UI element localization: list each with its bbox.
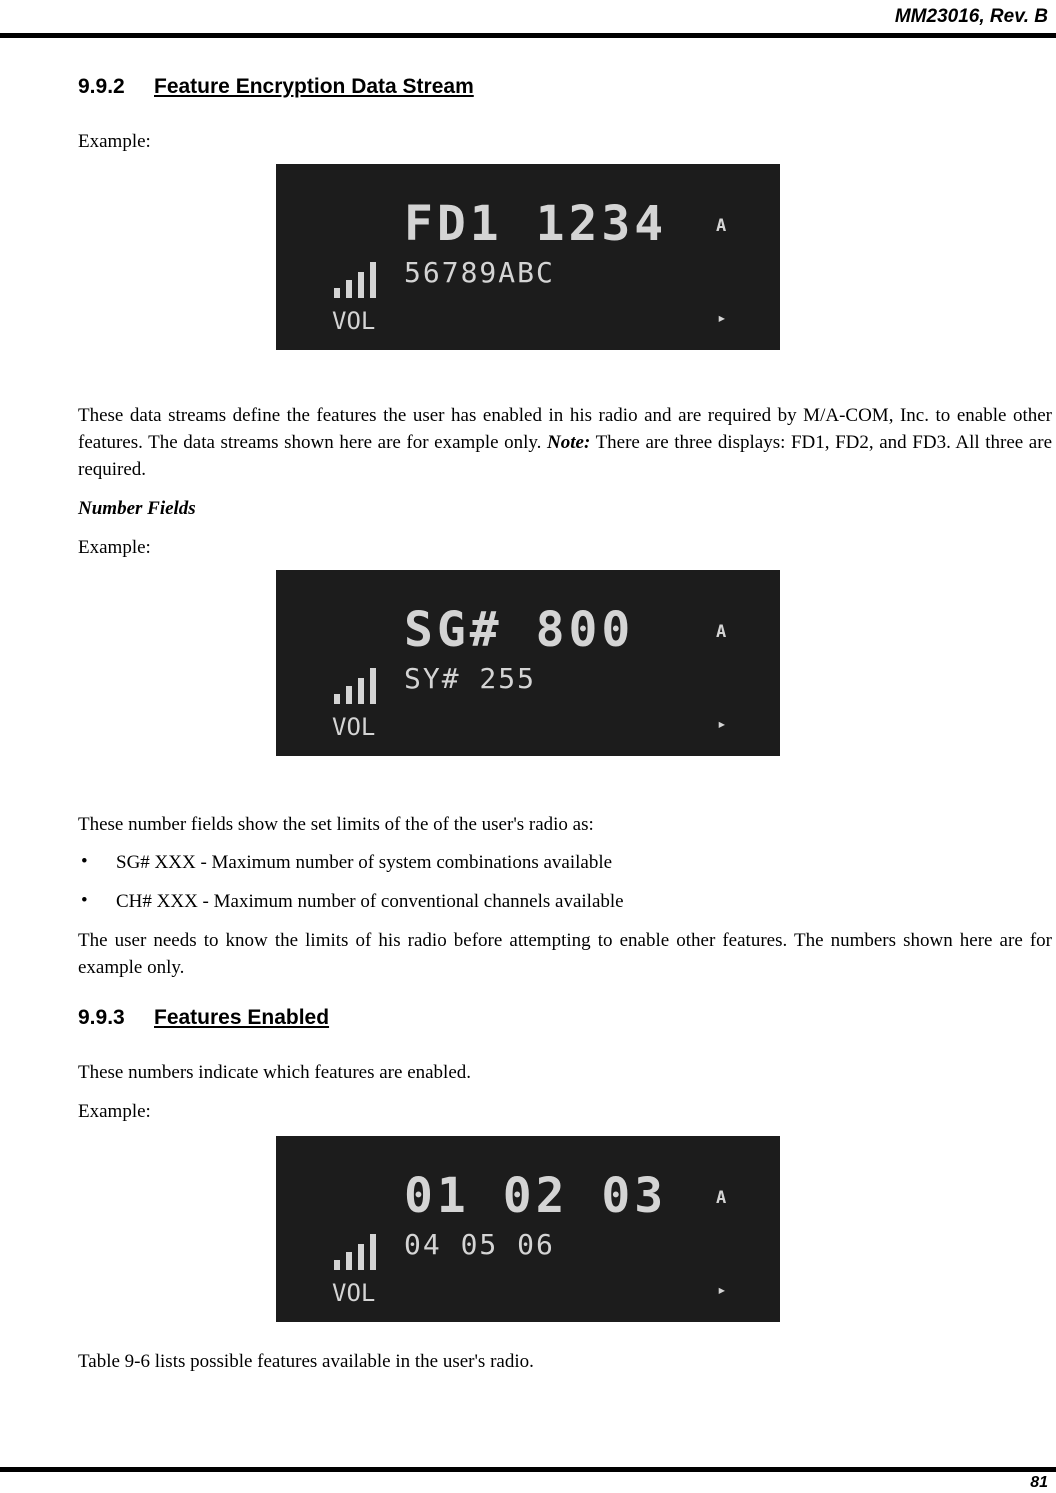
section-number: 9.9.3: [78, 1006, 125, 1029]
subheading-number-fields: Number Fields: [78, 498, 196, 519]
bullet-icon: •: [81, 890, 88, 911]
section-heading-9-9-3: [78, 1006, 329, 1030]
paragraph-table-reference: Table 9-6 lists possible features available in the user's radio.: [78, 1351, 534, 1372]
example-label: Example:: [78, 1101, 151, 1122]
signal-strength-icon: [334, 668, 382, 704]
paragraph-limits: The user needs to know the limits of his radio before attempting to enable other features. The numbers shown here are for example only.: [78, 930, 1052, 978]
section-title: Features Enabled: [154, 1006, 330, 1029]
display-line-1: SG# 800: [404, 602, 635, 658]
signal-strength-icon: [334, 262, 382, 298]
display-line-2: SY# 255: [404, 662, 537, 695]
section-title: Feature Encryption Data Stream: [154, 75, 474, 98]
paragraph-number-fields-intro: These number fields show the set limits of the of the user's radio as:: [78, 814, 594, 835]
running-header: MM23016, Rev. B: [894, 6, 1048, 27]
display-line-2: 04 05 06: [404, 1228, 555, 1261]
bullet-icon: •: [81, 851, 88, 872]
example-label: Example:: [78, 537, 151, 558]
radio-display-sg: [276, 570, 780, 756]
note-label: Note:: [547, 432, 591, 453]
example-label: Example:: [78, 131, 151, 152]
radio-display-fd1: [276, 164, 780, 350]
note-text: There are three displays: FD1, FD2, and FD3. All three are required.: [78, 432, 1052, 480]
paragraph-text: These data streams define the features the user has enabled in his radio and are required by M/A-COM, Inc. to enable other features. The data streams shown here are for example only.: [78, 405, 1052, 453]
signal-strength-icon: [334, 1234, 382, 1270]
display-line-1: FD1 1234: [404, 196, 668, 252]
display-vol-label: VOL: [332, 1279, 376, 1307]
display-indicator: A: [716, 216, 727, 236]
section-number: 9.9.2: [78, 75, 125, 98]
display-vol-label: VOL: [332, 307, 376, 335]
header-rule: [0, 33, 1056, 38]
display-arrow-icon: ▸: [717, 1280, 727, 1299]
radio-display-features: [276, 1136, 780, 1322]
display-arrow-icon: ▸: [717, 308, 727, 327]
display-arrow-icon: ▸: [717, 714, 727, 733]
page-number: 81: [1030, 1474, 1048, 1491]
display-vol-label: VOL: [332, 713, 376, 741]
paragraph-features-intro: These numbers indicate which features are enabled.: [78, 1062, 472, 1083]
display-line-1: 01 02 03: [404, 1168, 668, 1224]
display-indicator: A: [716, 622, 727, 642]
section-heading-9-9-2: [78, 75, 474, 99]
display-line-2: 56789ABC: [404, 256, 555, 289]
paragraph-data-streams: [78, 402, 1052, 483]
footer-rule: [0, 1467, 1056, 1472]
display-indicator: A: [716, 1188, 727, 1208]
